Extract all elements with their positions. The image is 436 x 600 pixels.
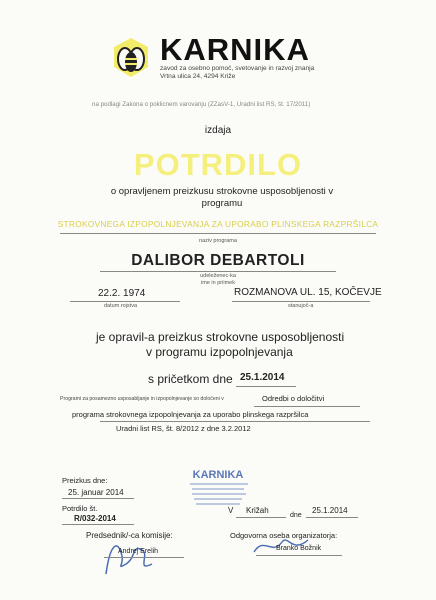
start-prefix: s pričetkom dne [148,372,233,386]
birth-label: datum rojstva [104,303,138,309]
participant-address: ROZMANOVA UL. 15, KOČEVJE [234,287,382,298]
program-note: Programi za posamezno usposabljanje in izpopolnjevanje so določeni v [60,396,224,402]
brand-name: KARNIKA [160,32,310,67]
place: Križah [246,506,269,515]
responsible-sig-underline [256,555,342,556]
place-underline [236,517,286,518]
cert-number: R/032-2014 [74,514,116,523]
program-name: STROKOVNEGA IZPOPOLNJEVANJA ZA UPORABO PLINSKEGA RAZPRŠILCA [57,219,379,229]
address-label: stanujoč-a [288,303,314,309]
certificate-subtitle: o opravljenem preizkusu strokovne usposobljenosti v programu [110,186,334,209]
chair-sig-underline [104,557,184,558]
decree-ref: Odredbi o določitvi [262,394,325,403]
exam-date: 25. januar 2014 [68,488,124,497]
program-label: naziv programa [199,238,237,244]
program-line-underline [100,421,370,422]
name-underline [100,271,336,272]
issue-date: 25.1.2014 [312,506,348,515]
issue-word: izdaja [204,125,232,136]
chair-name: Andrej Erelih [118,548,159,555]
program-underline [60,233,376,234]
birth-date: 22.2. 1974 [98,288,146,299]
participant-label: udeleženec-ka [200,273,236,279]
legal-basis: na podlagi Zakona o poklicnem varovanju (ZZasV-1, Uradni list RS, št. 17/2011) [92,101,311,108]
responsible-name: Branko Božnik [276,545,322,552]
date-underline [306,517,358,518]
birth-underline [70,301,180,302]
chair-signature [96,534,166,578]
responsible-label: Odgovorna oseba organizatorja: [230,531,338,540]
passed-statement: je opravil-a preizkus strokovne usposobljenosti v programu izpopolnjevanja [96,330,345,359]
bee-logo-icon [108,36,154,80]
participant-name: DALIBOR DEBARTOLI [131,252,305,269]
certificate-title: POTRDILO [133,147,303,182]
cert-underline [62,524,134,525]
address-underline [232,301,370,302]
decree-underline [254,406,360,407]
brand-address: Vrtna ulica 24, 4294 Križe [160,73,236,80]
chair-label: Predsednik/-ca komisije: [86,531,173,540]
start-underline [236,386,296,387]
exam-label: Preizkus dne: [62,476,108,485]
start-date: 25.1.2014 [240,372,285,383]
exam-underline [62,498,134,499]
gazette-ref: Uradni list RS, št. 8/2012 z dne 3.2.2012 [116,424,251,433]
organization-stamp [178,464,258,524]
svg-text:KARNIKA: KARNIKA [192,469,244,481]
program-line: programa strokovnega izpopolnjevanja za uporabo plinskega razpršilca [72,410,309,419]
cert-number-label: Potrdilo št. [62,504,98,513]
date-prefix: dne [290,512,302,519]
brand-tagline: zavod za osebno pomoč, svetovanje in razvoj znanja Vrtna ulica 24, 4294 Križe [160,65,360,81]
place-prefix: V [228,506,234,515]
name-label: ime in priimek [201,280,235,286]
